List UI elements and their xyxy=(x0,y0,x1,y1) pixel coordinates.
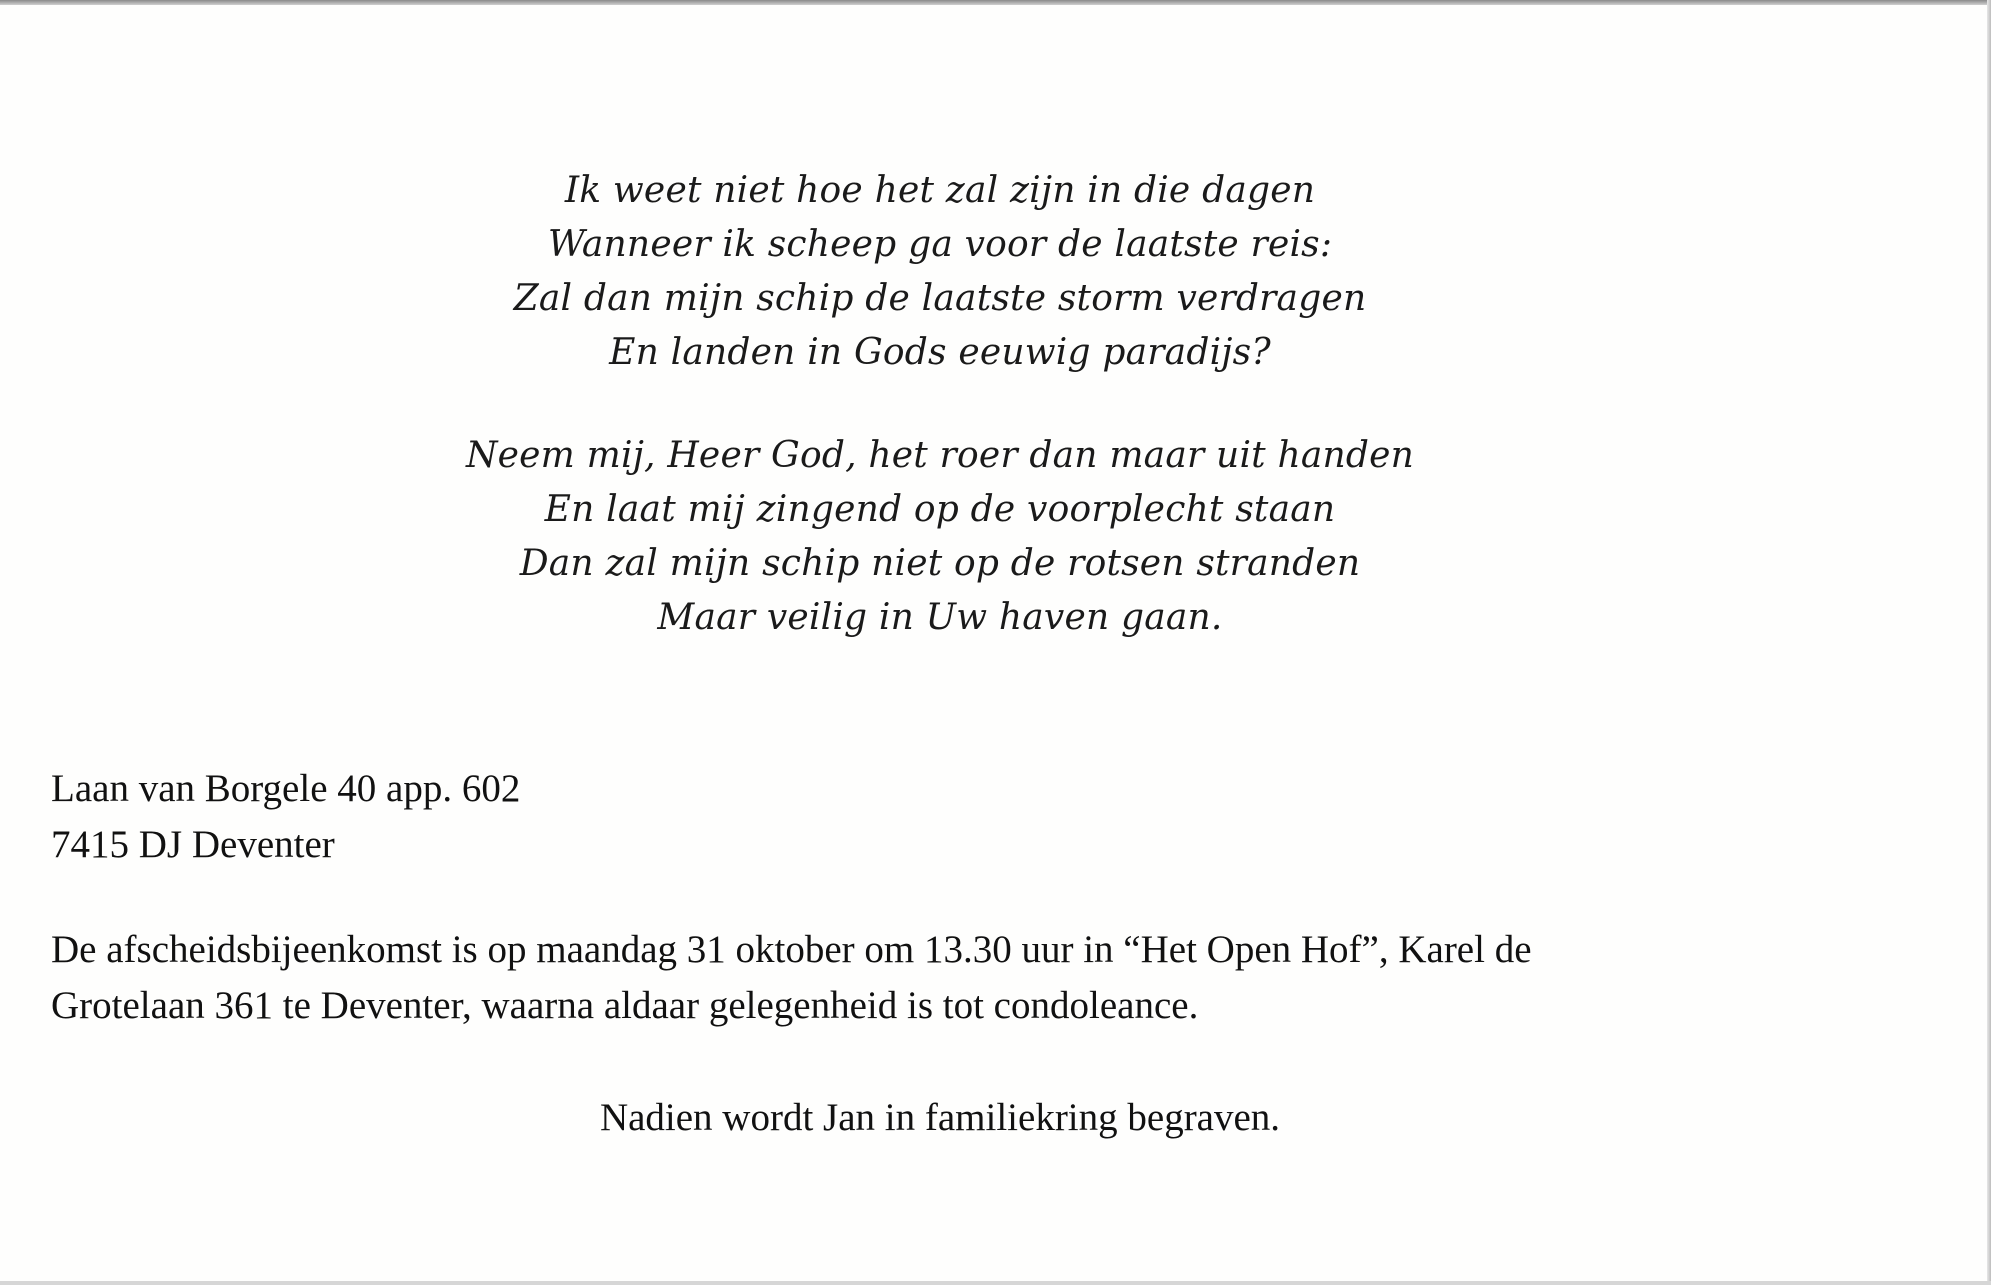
farewell-line: De afscheidsbijeenkomst is op maandag 31 oktober om 13.30 uur in “Het Open Hof”, Karel de xyxy=(51,928,1532,971)
bottom-edge-shadow xyxy=(0,1281,1991,1285)
burial-notice: Nadien wordt Jan in familiekring begraven. xyxy=(599,1096,1281,1139)
address-street: Laan van Borgele 40 app. 602 xyxy=(51,767,521,810)
poem-line: Dan zal mijn schip niet op de rotsen stranden xyxy=(519,543,1361,584)
top-edge-shadow xyxy=(0,0,1991,5)
poem-line: Ik weet niet hoe het zal zijn in die dagen xyxy=(564,170,1316,211)
poem-line: Neem mij, Heer God, het roer dan maar uit handen xyxy=(465,435,1415,476)
poem-line: Maar veilig in Uw haven gaan. xyxy=(657,597,1223,638)
farewell-announcement xyxy=(51,922,1532,1034)
poem-line: Zal dan mijn schip de laatste storm verdragen xyxy=(513,278,1367,319)
farewell-line: Grotelaan 361 te Deventer, waarna aldaar gelegenheid is tot condoleance. xyxy=(51,984,1199,1027)
poem-stanza-2 xyxy=(0,429,1880,645)
poem-line: En landen in Gods eeuwig paradijs? xyxy=(609,332,1271,373)
poem-line: En laat mij zingend op de voorplecht staan xyxy=(544,489,1336,530)
poem-stanza-1 xyxy=(0,164,1880,380)
poem-line: Wanneer ik scheep ga voor de laatste reis: xyxy=(547,224,1333,265)
address-block xyxy=(51,761,520,873)
address-city: 7415 DJ Deventer xyxy=(51,823,335,866)
right-edge-shadow xyxy=(1987,0,1991,1285)
